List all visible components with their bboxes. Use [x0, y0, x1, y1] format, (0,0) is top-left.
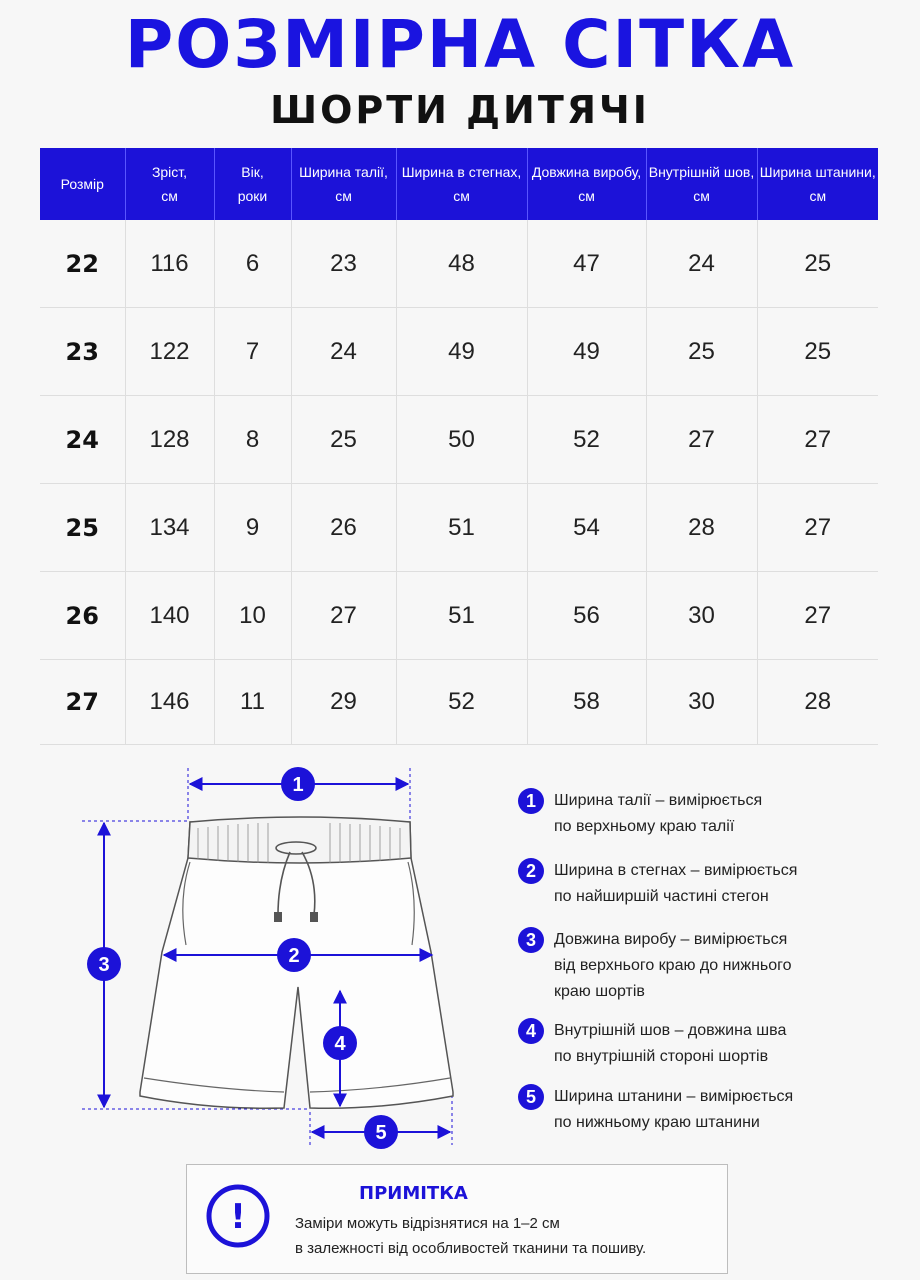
legend-text: Ширина талії – вимірюється по верхньому краю талії	[554, 792, 763, 835]
header-length: Довжина виробу, см	[527, 148, 646, 220]
table-row	[40, 660, 878, 745]
table-cell: 146	[125, 660, 214, 745]
table-cell: 54	[527, 484, 646, 572]
table-cell: 7	[214, 308, 291, 396]
table-cell: 30	[646, 660, 757, 745]
table-cell: 23	[291, 220, 396, 308]
table-cell: 23	[40, 308, 125, 396]
svg-text:1: 1	[292, 774, 304, 796]
table-cell: 10	[214, 572, 291, 660]
marker-1	[281, 767, 315, 801]
table-cell: 24	[646, 220, 757, 308]
header-leg-width: Ширина штанини, см	[757, 148, 878, 220]
svg-text:3: 3	[98, 954, 110, 976]
table-cell: 27	[757, 572, 878, 660]
size-table	[40, 148, 878, 745]
table-cell: 48	[396, 220, 527, 308]
shorts-diagram	[0, 750, 500, 1160]
header-size: Розмір	[40, 148, 125, 220]
table-cell: 27	[757, 396, 878, 484]
page-subtitle: ШОРТИ ДИТЯЧІ	[270, 88, 650, 132]
note-text: Заміри можуть відрізнятися на 1–2 см в залежності від особливостей тканини та пошиву.	[295, 1215, 647, 1257]
table-cell: 8	[214, 396, 291, 484]
table-cell: 26	[40, 572, 125, 660]
table-cell: 49	[527, 308, 646, 396]
table-cell: 25	[757, 220, 878, 308]
table-cell: 11	[214, 660, 291, 745]
table-cell: 6	[214, 220, 291, 308]
table-header-row	[40, 148, 878, 220]
table-cell: 25	[646, 308, 757, 396]
header-hips: Ширина в стегнах, см	[396, 148, 527, 220]
table-cell: 27	[291, 572, 396, 660]
table-cell: 128	[125, 396, 214, 484]
table-cell: 56	[527, 572, 646, 660]
table-row	[40, 484, 878, 572]
header-waist: Ширина талії, см	[291, 148, 396, 220]
table-row	[40, 396, 878, 484]
table-cell: 51	[396, 484, 527, 572]
legend-text: Внутрішній шов – довжина шва по внутрішній стороні шортів	[554, 1022, 787, 1065]
note-title: ПРИМІТКА	[359, 1183, 468, 1204]
table-cell: 116	[125, 220, 214, 308]
table-row	[40, 572, 878, 660]
page-title: РОЗМІРНА СІТКА	[124, 6, 796, 83]
table-cell: 24	[291, 308, 396, 396]
table-cell: 58	[527, 660, 646, 745]
legend-text: Ширина в стегнах – вимірюється по найширшій частині стегон	[554, 862, 798, 905]
table-cell: 25	[40, 484, 125, 572]
table-cell: 28	[646, 484, 757, 572]
header-age: Вік, роки	[214, 148, 291, 220]
svg-text:!: !	[230, 1197, 246, 1237]
legend-number: 1	[518, 788, 544, 814]
table-cell: 28	[757, 660, 878, 745]
table-row	[40, 308, 878, 396]
marker-2	[277, 938, 311, 972]
table-cell: 25	[291, 396, 396, 484]
table-cell: 122	[125, 308, 214, 396]
table-cell: 51	[396, 572, 527, 660]
table-cell: 29	[291, 660, 396, 745]
legend-number: 5	[518, 1084, 544, 1110]
header-height: Зріст, см	[125, 148, 214, 220]
svg-text:5: 5	[375, 1122, 387, 1144]
table-row	[40, 220, 878, 308]
table-cell: 30	[646, 572, 757, 660]
header-inseam: Внутрішній шов, см	[646, 148, 757, 220]
note-box	[186, 1164, 728, 1274]
legend-text: Ширина штанини – вимірюється по нижньому краю штанини	[554, 1088, 794, 1131]
marker-4	[323, 1026, 357, 1060]
table-cell: 52	[527, 396, 646, 484]
table-cell: 134	[125, 484, 214, 572]
svg-text:4: 4	[334, 1033, 346, 1055]
table-cell: 49	[396, 308, 527, 396]
table-cell: 24	[40, 396, 125, 484]
table-cell: 22	[40, 220, 125, 308]
marker-3	[87, 947, 121, 981]
table-cell: 47	[527, 220, 646, 308]
table-cell: 27	[757, 484, 878, 572]
legend-number: 2	[518, 858, 544, 884]
legend-number: 4	[518, 1018, 544, 1044]
table-cell: 27	[646, 396, 757, 484]
legend-text: Довжина виробу – вимірюється від верхнього краю до нижнього краю шортів	[554, 931, 792, 1000]
table-cell: 9	[214, 484, 291, 572]
svg-text:2: 2	[288, 945, 300, 967]
table-cell: 27	[40, 660, 125, 745]
table-cell: 25	[757, 308, 878, 396]
table-cell: 140	[125, 572, 214, 660]
table-cell: 50	[396, 396, 527, 484]
marker-5	[364, 1115, 398, 1149]
table-cell: 52	[396, 660, 527, 745]
legend-number: 3	[518, 927, 544, 953]
table-cell: 26	[291, 484, 396, 572]
exclamation-icon	[205, 1183, 271, 1249]
